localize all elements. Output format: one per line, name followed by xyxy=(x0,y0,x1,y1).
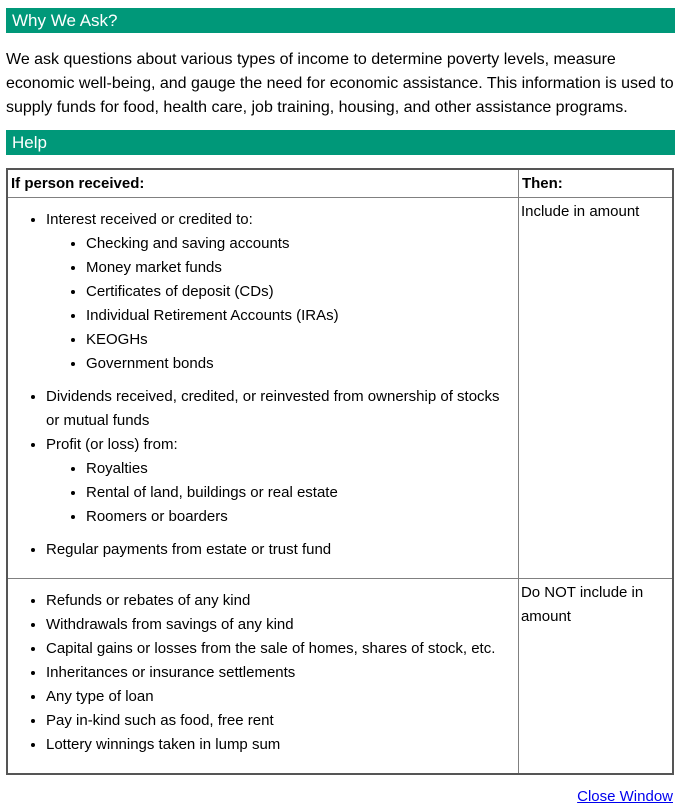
list-item: • Interest received or credited to: • Checking and saving accounts • Money market funds • Certificates of deposit (CDs) • Individual Retirement Accounts (IRAs) • KEOGHs • Government bonds xyxy=(46,208,516,376)
help-title: Help xyxy=(12,133,47,152)
list-item: • Regular payments from estate or trust fund xyxy=(46,538,516,562)
list-item: • Capital gains or losses from the sale of homes, shares of stock, etc. xyxy=(46,637,516,661)
list-item: • Refunds or rebates of any kind xyxy=(46,589,516,613)
help-table-body xyxy=(7,198,673,775)
list-item: • Withdrawals from savings of any kind xyxy=(46,613,516,637)
sub-list-item: • Roomers or boarders xyxy=(86,505,516,529)
list-item: • Dividends received, credited, or reinvested from ownership of stocks or mutual funds xyxy=(46,385,516,433)
then-cell: Do NOT include in amount xyxy=(518,579,673,775)
item-list xyxy=(10,208,516,562)
list-item: • Profit (or loss) from: • Royalties • Rental of land, buildings or real estate • Roomers or boarders xyxy=(46,433,516,529)
column-header-if-received: If person received: xyxy=(7,169,518,198)
why-we-ask-header xyxy=(6,8,675,33)
sub-list-item: • KEOGHs xyxy=(86,328,516,352)
intro-paragraph: We ask questions about various types of income to determine poverty levels, measure economic well-being, and gauge the need for economic assistance. This information is used to supply funds for food, health care, job training, housing, and other assistance programs. xyxy=(6,51,674,116)
footer xyxy=(6,788,675,805)
list-item: • Lottery winnings taken in lump sum xyxy=(46,733,516,757)
table-row xyxy=(7,198,673,579)
sub-list-item: • Government bonds xyxy=(86,352,516,376)
sub-list-item: • Checking and saving accounts xyxy=(86,232,516,256)
list-item: • Inheritances or insurance settlements xyxy=(46,661,516,685)
sub-list-item: • Money market funds xyxy=(86,256,516,280)
sub-item-list xyxy=(46,232,516,376)
sub-list-item: • Royalties xyxy=(86,457,516,481)
sub-list-item: • Rental of land, buildings or real estate xyxy=(86,481,516,505)
help-table xyxy=(6,168,674,775)
why-we-ask-title: Why We Ask? xyxy=(12,11,118,30)
table-header-row xyxy=(7,169,673,198)
table-row xyxy=(7,579,673,775)
sub-item-list xyxy=(46,457,516,529)
close-window-link[interactable]: Close Window xyxy=(577,788,673,805)
sub-list-item: • Certificates of deposit (CDs) xyxy=(86,280,516,304)
sub-list-item: • Individual Retirement Accounts (IRAs) xyxy=(86,304,516,328)
list-item: • Any type of loan xyxy=(46,685,516,709)
if-received-cell xyxy=(7,198,518,579)
column-header-then: Then: xyxy=(518,169,673,198)
help-header xyxy=(6,130,675,155)
if-received-cell xyxy=(7,579,518,775)
then-cell: Include in amount xyxy=(518,198,673,579)
list-item: • Pay in-kind such as food, free rent xyxy=(46,709,516,733)
item-list xyxy=(10,589,516,757)
